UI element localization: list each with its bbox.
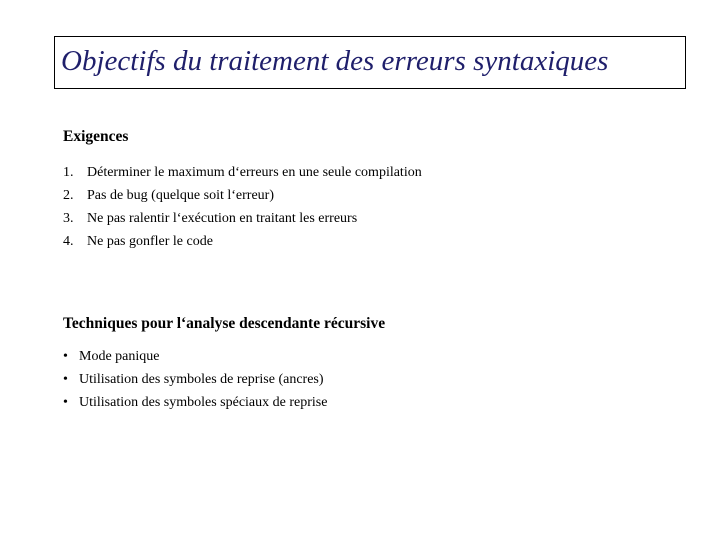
requirements-heading: Exigences bbox=[63, 128, 129, 145]
list-item bbox=[63, 184, 422, 207]
list-item-number: 4. bbox=[63, 234, 74, 249]
list-item-number: 3. bbox=[63, 211, 74, 226]
list-item bbox=[63, 207, 422, 230]
techniques-list bbox=[63, 345, 327, 414]
list-item-text: Ne pas gonfler le code bbox=[87, 234, 213, 249]
list-item-text: Déterminer le maximum d‘erreurs en une seule compilation bbox=[87, 165, 422, 180]
list-item-text: Utilisation des symboles spéciaux de reprise bbox=[79, 395, 328, 410]
slide-title-box bbox=[54, 36, 686, 89]
slide-title: Objectifs du traitement des erreurs syntaxiques bbox=[61, 45, 609, 77]
bullet-icon: • bbox=[63, 372, 68, 387]
techniques-heading: Techniques pour l‘analyse descendante récursive bbox=[63, 315, 386, 332]
list-item bbox=[63, 368, 327, 391]
bullet-icon: • bbox=[63, 349, 68, 364]
list-item bbox=[63, 161, 422, 184]
list-item-text: Pas de bug (quelque soit l‘erreur) bbox=[87, 188, 274, 203]
list-item bbox=[63, 391, 327, 414]
requirements-list bbox=[63, 161, 422, 253]
bullet-icon: • bbox=[63, 395, 68, 410]
list-item-text: Utilisation des symboles de reprise (ancres) bbox=[79, 372, 324, 387]
list-item bbox=[63, 230, 422, 253]
list-item bbox=[63, 345, 327, 368]
list-item-text: Mode panique bbox=[79, 349, 160, 364]
list-item-number: 1. bbox=[63, 165, 74, 180]
list-item-text: Ne pas ralentir l‘exécution en traitant les erreurs bbox=[87, 211, 358, 226]
list-item-number: 2. bbox=[63, 188, 74, 203]
